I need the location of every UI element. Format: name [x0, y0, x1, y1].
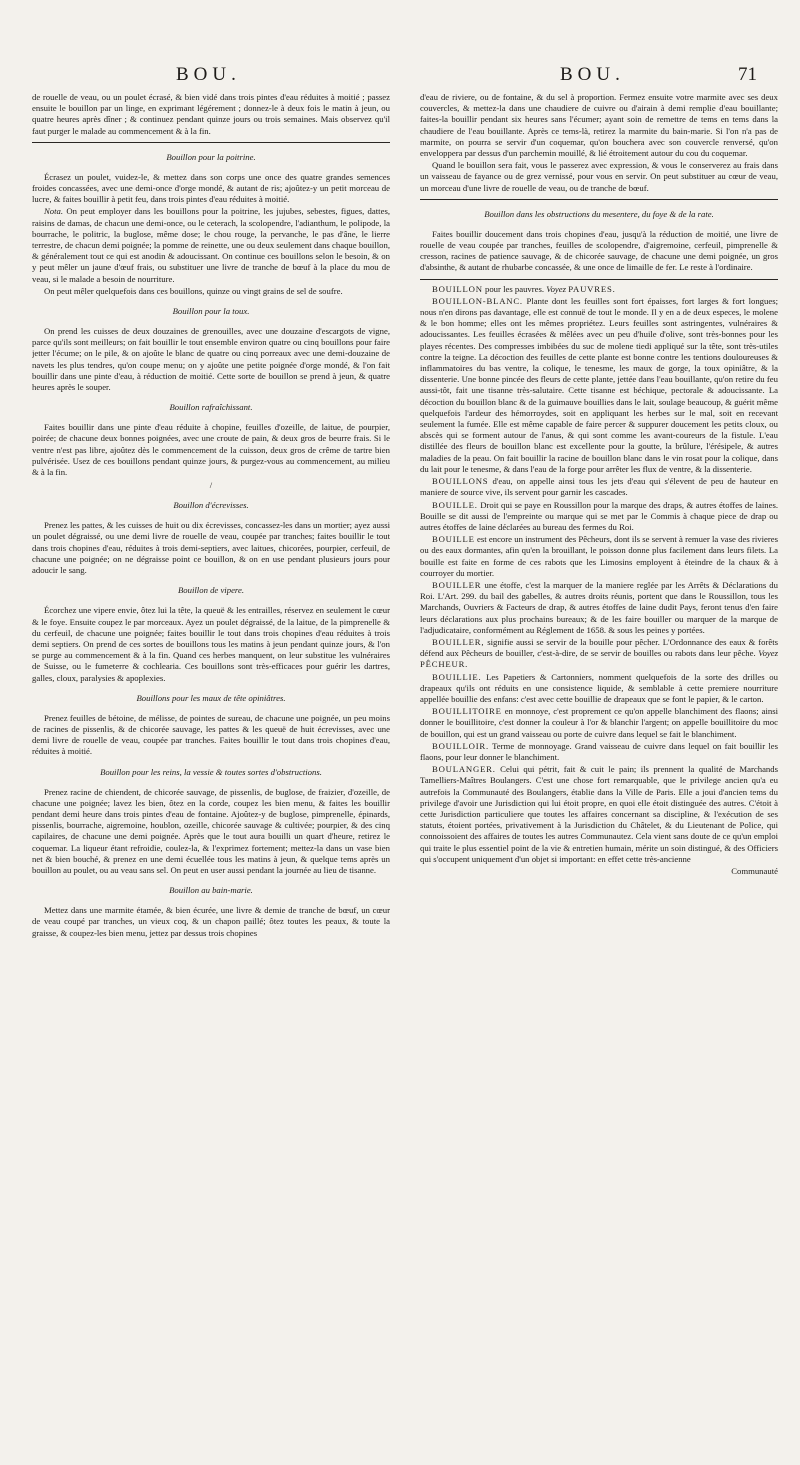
paragraph — [32, 206, 390, 284]
cross-reference: PÊCHEUR. — [420, 659, 469, 670]
paragraph: Faites bouillir doucement dans trois chopines d'eau, jusqu'à la réduction de moitié, une livre de rouelle de veau coupée par tranches, feuilles de scolopendre, d'aigremoine, cerfeuil, pimprenelle & cresson, racines de patience sauvage, & de chicorée sauvage, de chacune une demi poignée, un gros d'absinthe, & autant de rhubarbe concassée, & une once de limaille de fer. Le reste à l'ordinaire. — [420, 228, 778, 273]
section-heading: Bouillon pour la toux. — [172, 306, 250, 317]
cross-reference-label: Voyez — [546, 283, 567, 294]
entry — [420, 476, 778, 498]
entry-text: Terme de monnoyage. Grand vaisseau de cuivre dans lequel on fait bouillir les flaons, pour leur donner le blanchiment. — [420, 740, 778, 762]
entry — [420, 284, 778, 295]
entry — [420, 580, 778, 636]
entry-headword: BOUILLON-BLANC. — [432, 295, 523, 306]
entry-headword: BOUILLOIR. — [432, 740, 489, 751]
running-header — [0, 64, 800, 92]
section-heading: Bouillon pour les reins, la vessie & toutes sortes d'obstructions. — [100, 766, 322, 777]
paragraph: d'eau de riviere, ou de fontaine, & du sel à proportion. Fermez ensuite votre marmite avec ses deux couvercles, & mettez-la dans une chaudiere de cuivre ou d'airain à demi remplie d'eau bouillante; faites-la bouillir pendant six heures sans l'écumer; ayant soin de remettre de tems en tems dans la chaudiere de l'eau bouillante. Après ce tems-là, retirez la marmite du bain-marie. Si l'on n'a pas de marmite, on pourra se servir d'un coquemar, qu'on bouchera avec son couvercle renversé, qu'on enveloppera par dessus d'un parchemin mouillé, & lié étroitement autour du cou du coquemar. — [420, 92, 778, 159]
entry — [420, 706, 778, 740]
entry-text: signifie aussi se servir de la bouille pour pêcher. L'Ordonnance des eaux & forêts défend aux Pêcheurs de bouiller, c'est-à-dire, de se servir de bouilles ou rabots dans leur pêche. — [420, 636, 778, 659]
left-column — [32, 92, 390, 1457]
entry-headword: BOUILLE. — [432, 499, 478, 510]
entry — [420, 741, 778, 763]
entry-headword: BOUILLIE. — [432, 671, 482, 682]
nota-text: On peut employer dans les bouillons pour la poitrine, les jujubes, sebestes, figues, dattes, raisins de damas, de chacun une demi-once, ou le ceterach, la scolopendre, l'adianthum, le polipode, la bourrache, le politric, la buglose, même dose; le chou rouge, la pervanche, le pas d'âne, le lierre terrestre, de chacun demi poignée; la pomme de reinette, une ou deux seulement dans chaque bouillon, & généralement tout ce qui est anodin & adoucissant. On continue ces bouillons selon le besoin, & on y peut mêler un jaune d'œuf frais, ou substituer une livre de tranche de bœuf à la place du mou de veau, si le malade a besoin de nourriture. — [32, 206, 390, 284]
section-heading: Bouillon d'écrevisses. — [173, 500, 249, 511]
entry — [420, 534, 778, 579]
catchword: Communauté — [731, 866, 778, 876]
handwritten-mark: / — [209, 480, 213, 491]
paragraph: Prenez feuilles de bétoine, de mélisse, de pointes de sureau, de chacune une poignée, un peu moins de racines de pissenlis, & de chicorée sauvage, les pattes & les queuë de huit écrevisses, avec une demi livre de rouelle de veau, coupée par tranches. Faites bouillir le tout dans trois chopines d'eau, réduites à moitié. — [32, 712, 390, 757]
paragraph: Mettez dans une marmite étamée, & bien écurée, une livre & demie de tranche de bœuf, un cœur de veau coupé par tranches, un vieux coq, & un chapon paillé; ôtez toutes les peaux, & toute la graisse, & coupez-les bien menu, jettez par dessus trois chopines — [32, 905, 390, 938]
paragraph: de rouelle de veau, ou un poulet écrasé, & bien vidé dans trois pintes d'eau réduites à moitié ; passez ensuite le bouillon par un linge, en exprimant légérement ; donnez-le à deux fois le matin à jeun, ou quatre heures après dîner ; & continuez pendant quinze jours ou trois semaines. Mais observez qu'il faut purger le malade au commencement & à la fin. — [32, 92, 390, 136]
section-heading: Bouillon rafraîchissant. — [169, 402, 253, 413]
entry — [420, 500, 778, 534]
cross-reference: PAUVRES. — [568, 283, 616, 294]
section-heading: Bouillons pour les maux de tête opiniâtres. — [136, 692, 286, 703]
paragraph: On prend les cuisses de deux douzaines de grenouilles, avec une douzaine d'escargots de vigne, parce qu'ils sont meilleurs; on fait bouillir le tout ensemble environ quatre ou cinq bouillons pour faire jetter l'écume; on le pile, & on ajoûte le blanc de quatre ou cinq porreaux avec une demi-douzaine de navets les plus tendres, qu'on coupe menu; on y ajoûte une petite poignée d'orge mondé, & l'on fait bouillir dans une pinte d'eau, à réduction de moitié. Cette sorte de bouillon se prend à jeun, & quatre heures après le souper. — [32, 326, 390, 393]
entry-headword: BOULANGER. — [432, 764, 496, 775]
entry-text: une étoffe, c'est la marquer de la maniere reglée par les Arrêts & Déclarations du Roi. L'Art. 299. du bail des gabelles, & autres droits réunis, portent que dans le Roussillon, tous les Marchands, Ouvriers & Facteurs de drap, & autres étoffes de laine dudit Pays, feront tenus d'en faire leurs déclarations aux plus prochains bureaux; & de les faire bouiller ou marquer de la marque de l'adjudicataire, conformément au Réglement de 1658. & sous les peines y portées. — [420, 579, 778, 635]
entry-text: Les Papetiers & Cartonniers, nomment quelquefois de la sorte des drilles ou drapeaux qu'ils ont réduits en une consistence liquide, & semblable à cette premiere nourriture appellée bouillie des enfans: c'est avec cette bouillie de drapeaux que se font le papier, & le carton. — [420, 671, 778, 704]
entry-text: est encore un instrument des Pêcheurs, dont ils se servent à remuer la vase des rivieres ou des eaux dormantes, afin qu'en la brouillant, le poisson donne plus facilement dans leurs filets. La bouille est faite en forme de ces rabots que les Limosins employent à éteindre de la chaux & à courroyer du mortier. — [420, 534, 778, 578]
paragraph: Écorchez une vipere envie, ôtez lui la tête, la queuë & les entrailles, réservez en seulement le cœur & le foye. Ensuite coupez le par morceaux. Ayez un poulet dégraissé, de la laitue, de la pimprenelle & du cerfeuil, de chacune une poignée; faites bouillir le tout dans trois chopines d'eau réduites à trois demi septiers. On prend de ces sortes de bouillons tous les matins à jeun pendant quinze jours, & l'on se purge au commencement & à la fin. Quand ces herbes manquent, on leur substitue les vulnéraires de Suisse, ou le fumeterre & cochlearia. Ces bouillons sont très-efficaces pour guérir les dartres, galles, cloux, paralysies & apoplexies. — [32, 605, 390, 683]
paragraph: Prenez racine de chiendent, de chicorée sauvage, de pissenlis, de buglose, de fraizier, d'ozeille, de chacune une poignée; lavez les bien, ôtez en la corde, coupez les bien menu, & faites les bouillir pendant demi heure dans trois pintes d'eau de fontaine. Ajoûtez-y de buglose, pimprenelle, épinards, pissenlis, bourrache, aigremoine, houblon, ozeille, chicorée sauvage & cultivée; pourpier, & des cinq capilaires, de chacune une demi poignée. Après que le tout aura bouilli un quart d'heure, retirez le coquemar. La liqueur étant refroidie, coulez-la, & l'exprimez fortement; mettez-la dans un vase bien net & bien bouché, & prenez en une demi écuellée tous les matins à jeun, & quelque tems après un bouillon au poulet, ou au veau sans sel. On peut en user aussi pendant la journée au lieu de tisanne. — [32, 786, 390, 875]
page-number: 71 — [738, 64, 757, 85]
entry-text: d'eau, on appelle ainsi tous les jets d'eau qui s'élevent de peu de hauteur en maniere de source vive, ils servent pour garnir les cascades. — [420, 476, 778, 498]
left-running-title: BOU. — [176, 64, 241, 85]
section-heading: Bouillon pour la poitrine. — [166, 151, 256, 162]
section-heading: Bouillon dans les obstructions du mesentere, du foye & de la rate. — [484, 208, 714, 219]
section-heading: Bouillon au bain-marie. — [169, 885, 253, 896]
paragraph: Prenez les pattes, & les cuisses de huit ou dix écrevisses, concassez-les dans un mortier; ayez aussi un poulet dégraissé, ou une demi livre de rouelle de veau, coupée par tranches; faites bouillir le tout dans trois chopines d'eau, réduites à trois demi-septiers, avec laitues, chicorées, pourpier, cerfeuil, de chacune une poignée; on ne dégraisse point ce bouillon, & on en use pendant plusieurs jours pour adoucir le sang. — [32, 520, 390, 576]
cross-reference-label: Voyez — [758, 648, 778, 659]
entry-text: pour les pauvres. — [484, 283, 545, 294]
entry-text: Plante dont les feuilles sont fort épaisses, fort larges & fort longues; nous n'en dirons pas davantage, elle est connuë de tout le monde. Il y en a de deux especes, le molene & le bon homme; elles ont les mêmes propriétez. Leurs feuilles sont astringentes, vulnéraires & adoucissantes. Les feuilles écrasées & mêlées avec un peu d'huile d'olive, sont très-bonnes pour les playes récentes. Des compresses imbibées du suc de molene tiedi appliqué sur la tête, sont très-utiles contre la teigne. La décoction des feuilles de cette plante est bonne contre les tentions douloureuses & inflammatoires du bas ventre, la colique, le tenesme, les maux de gorge, la toux opiniâtre, & la dissenterie. Une bonne pincée des fleurs de cette plante, jettée dans l'eau bouillante, qu'on retire du feu aussi-tôt, fait une tisanne très-salutaire. Cette tisanne est béchique, pectorale & adoucissante. La décoction du bouillon blanc & de la guimauve bouillies dans le lait, soulage beaucoup, & guérit même quelquefois l'ardeur des hémorroydes, soit en appliquant les herbes sur le mal, soit en recevant seulement la fumée. Elle est même capable de faire percer & suppurer doucement les petits cloux, ou abscès qui se forment autour de l'anus, & qui sont comme les avant-coureurs de la fistule. L'eau distillée des fleurs de bouillon blanc est excellente pour la goutte, la brûlure, l'érésipele, & autres maladies de la peau. On fait bouillir la racine de bouillon blanc dans le vin rosat pour la colique, dans du lait pour le tenesme, & dans l'eau de la forge pour arrêter les flux de ventre, & la dissenterie. — [420, 295, 778, 474]
section-heading: Bouillon de vipere. — [177, 585, 245, 596]
entry — [420, 637, 778, 671]
entry-headword: BOUILLONS — [432, 476, 489, 487]
section-divider — [420, 279, 778, 280]
entry-headword: BOUILLER, — [432, 636, 485, 647]
right-running-title: BOU. — [560, 64, 625, 85]
entry-headword: BOUILLER — [432, 579, 482, 590]
section-divider — [420, 199, 778, 200]
entry-headword: BOUILLE — [432, 534, 475, 545]
paragraph: Écrasez un poulet, vuidez-le, & mettez dans son corps une once des quatre grandes semences froides concassées, avec une demi-once d'orge mondé, & autant de ris; ajoûtez-y un petit morceau de lucre, & faites bouillir à petit feu, dans trois pintes d'eau réduites à moitié. — [32, 171, 390, 205]
section-divider — [32, 142, 390, 143]
entry-headword: BOUILLON — [432, 283, 483, 294]
paragraph: Faites bouillir dans une pinte d'eau réduite à chopine, feuilles d'ozeille, de laitue, de pourpier, poirée; de chacune deux bonnes poignées, avec une croute de pain, & deux gros de beurre frais. Si le ventre n'est pas libre, ajoûtez dès le commencement de la cuisson, deux gros de crême de tartre bien pulvérisée. Usez de ces bouillons pendant quinze jours, & purgez-vous au commencement, au milieu & à la fin. — [32, 422, 390, 478]
right-column — [420, 92, 778, 1457]
entry-text: Celui qui pétrit, fait & cuit le pain; ils prennent la qualité de Marchands Tamelliers-Maîtres Boulangers. C'est une chose fort remarquable, que le privilege ancien qu'a eu autrefois la Communauté des Boulangers, établie dans la Ville de Paris. Elle a joui d'ancien tems du privilege d'avoir une Jurisdiction qui lui étoit propre, en quoi elle étoit distinguée des autres. C'étoit à cette Jurisdiction particuliere que toutes les affaires concernant sa discipline, & l'exécution de ses statuts, étoient portées, privativement à la Jurisdiction du Châtelet, & du Lieutenant de Police, qui connoissoient des affaires de toutes les autres Communautez. Cela vient sans doute de ce qu'un emploi qui traite le plus essentiel point de la vie & entretien humain, mérite un soin distingué, & des Officiers qui s'occupent uniquement d'un objet si important: en effet cette très-ancienne — [420, 764, 778, 864]
entry — [420, 296, 778, 475]
entry-text: en monnoye, c'est proprement ce qu'on appelle blanchiment des flaons; ainsi donner le bouillitoire, c'est donner la couleur à l'or & blanchir l'argent; on appelle bouillitoire du moc de bouillon, qui est un grand vaisseau ou porte de cuivre dans lequel se fait le blanchiment. — [420, 706, 778, 739]
entry — [420, 672, 778, 706]
entry-headword: BOUILLITOIRE — [432, 706, 502, 717]
nota-label: Nota. — [44, 206, 64, 217]
entry-text: Droit qui se paye en Roussillon pour la marque des draps, & autres étoffes de laines. Bouille se dit aussi de l'empreinte ou marque qui se met par le Commis à chaque piece de drap ou autres étoffes de laine déclarées au bureau des fermes du Roi. — [420, 499, 778, 532]
paragraph: Quand le bouillon sera fait, vous le passerez avec expression, & vous le conserverez au frais dans un vaisseau de fayance ou de grez vernissé, pour vous en servir. On peut substituer au cœur de veau, un morceau d'une livre de rouelle de veau, ou de tranche de bœuf. — [420, 160, 778, 193]
entry — [420, 764, 778, 865]
paragraph: On peut mêler quelquefois dans ces bouillons, quinze ou vingt grains de sel de soufre. — [44, 285, 343, 296]
